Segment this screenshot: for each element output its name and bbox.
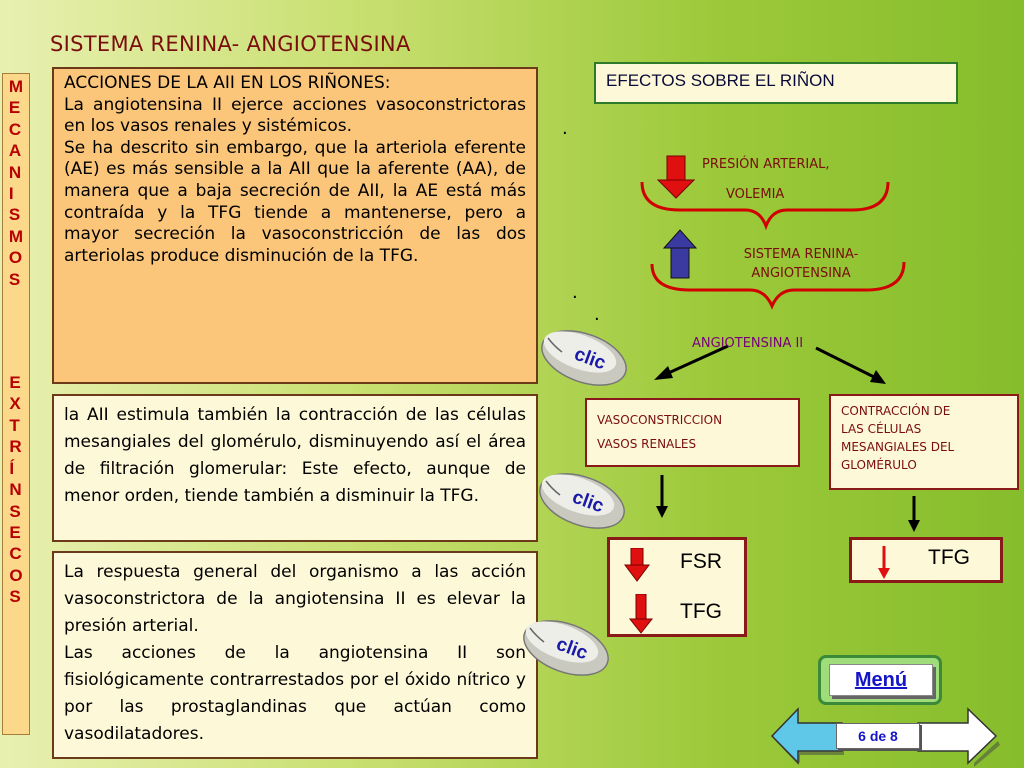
side-letter: I — [8, 184, 14, 204]
side-letter: X — [9, 394, 21, 414]
vasoconstriccion-box — [585, 398, 800, 467]
clic-label: clic — [553, 633, 591, 665]
arrow-down-icon — [624, 548, 650, 582]
mesangial-text-box — [52, 394, 538, 542]
side-label — [2, 73, 30, 735]
menu-label[interactable]: Menú — [854, 669, 908, 691]
angiotensina-ii-label: ANGIOTENSINA II — [692, 336, 804, 351]
mesangial-paragraph: la AII estimula también la contracción de las células mesangiales del glomérulo, disminuyendo así el área de filtración glomerular: Este efecto, aunque de menor orden, tiende también a disminuir la TFG. — [64, 405, 526, 506]
decorative-dot: . — [572, 282, 578, 303]
acciones-paragraph-1: La angiotensina II ejerce acciones vasoconstrictoras en los vasos renales y sistémicos. — [64, 94, 526, 137]
side-letter: R — [9, 437, 22, 457]
side-letter: S — [9, 501, 21, 521]
page-indicator: 6 de 8 — [836, 723, 920, 749]
side-letter: S — [8, 205, 21, 225]
fsr-tfg-box — [607, 537, 747, 637]
arrow-down-icon — [658, 156, 694, 198]
tfg-label: TFG — [680, 600, 722, 623]
arrow-down-icon — [908, 496, 920, 532]
acciones-text-box — [52, 67, 538, 384]
contr-line-4: GLOMÉRULO — [841, 458, 917, 472]
side-letter: M — [8, 226, 24, 246]
side-label-bottom — [9, 372, 22, 607]
previous-arrow-icon[interactable] — [772, 709, 844, 763]
side-letter: C — [9, 544, 22, 564]
respuesta-text-box — [52, 551, 538, 759]
acciones-paragraph-2: Se ha descrito sin embargo, que la arteriola eferente (AE) es más sensible a la AII que la aferente (AA), de manera que a baja secreción de AII, la AE está más contraída y la TFG tiende a mantenerse, pero a mayor secreción la vasoconstricción de las dos arteriolas produce disminución de la TFG. — [64, 137, 526, 266]
contr-line-1: CONTRACCIÓN DE — [841, 404, 951, 418]
acciones-heading: ACCIONES DE LA AII EN LOS RIÑONES: — [64, 73, 391, 93]
tfg-right-label: TFG — [928, 546, 970, 569]
menu-button-face[interactable] — [829, 664, 933, 696]
respuesta-paragraph-2: Las acciones de la angiotensina II son fisiológicamente contrarrestados por el óxido nítrico y por las prostaglandinas que actúan como vasodilatadores. — [64, 643, 526, 744]
next-arrow-icon[interactable] — [918, 709, 1000, 767]
contraccion-box — [829, 394, 1019, 490]
arrow-down-icon — [628, 594, 654, 634]
clic-button-3[interactable] — [516, 612, 612, 678]
contr-line-3: MESANGIALES DEL — [841, 440, 955, 454]
sistema-renina-label — [714, 245, 888, 283]
decorative-dot: . — [594, 304, 600, 325]
arrow-down-icon — [876, 546, 892, 580]
side-letter: E — [9, 373, 21, 393]
side-letter: E — [9, 522, 21, 542]
efectos-title: EFECTOS SOBRE EL RIÑON — [594, 62, 958, 104]
menu-button[interactable] — [818, 655, 942, 705]
fsr-label: FSR — [680, 550, 722, 573]
respuesta-paragraph-1: La respuesta general del organismo a las acción vasoconstrictora de la angiotensina II es elevar la presión arterial. — [64, 562, 526, 636]
side-letter: Í — [9, 458, 15, 478]
sistema-line-1: SISTEMA RENINA- — [743, 247, 859, 262]
side-letter: E — [8, 98, 21, 118]
tfg-box — [849, 537, 1003, 583]
arrow-up-icon — [664, 230, 696, 278]
arrow-left-icon — [654, 346, 728, 380]
arrow-right-icon — [816, 348, 886, 384]
side-letter: S — [9, 587, 21, 607]
side-letter: N — [8, 162, 22, 182]
presion-arterial-label: PRESIÓN ARTERIAL, — [702, 157, 830, 172]
page-title: SISTEMA RENINA- ANGIOTENSINA — [50, 32, 411, 56]
side-letter: O — [9, 565, 23, 585]
side-letter: T — [9, 415, 20, 435]
side-letter: A — [8, 141, 22, 161]
side-letter: C — [8, 119, 22, 139]
vaso-line-2: VASOS RENALES — [597, 437, 697, 451]
side-letter: O — [8, 248, 23, 268]
sistema-line-2: ANGIOTENSINA — [751, 266, 851, 281]
side-letter: M — [8, 77, 24, 96]
clic-label: clic — [571, 343, 609, 375]
clic-label: clic — [569, 486, 607, 518]
side-label-top — [9, 76, 23, 290]
volemia-label: VOLEMIA — [726, 187, 785, 202]
side-letter: N — [9, 480, 22, 500]
decorative-dot: . — [562, 118, 568, 139]
contr-line-2: LAS CÉLULAS — [841, 422, 922, 436]
vaso-line-1: VASOCONSTRICCION — [597, 413, 723, 427]
side-letter: S — [8, 269, 21, 289]
arrow-down-icon — [656, 475, 668, 518]
